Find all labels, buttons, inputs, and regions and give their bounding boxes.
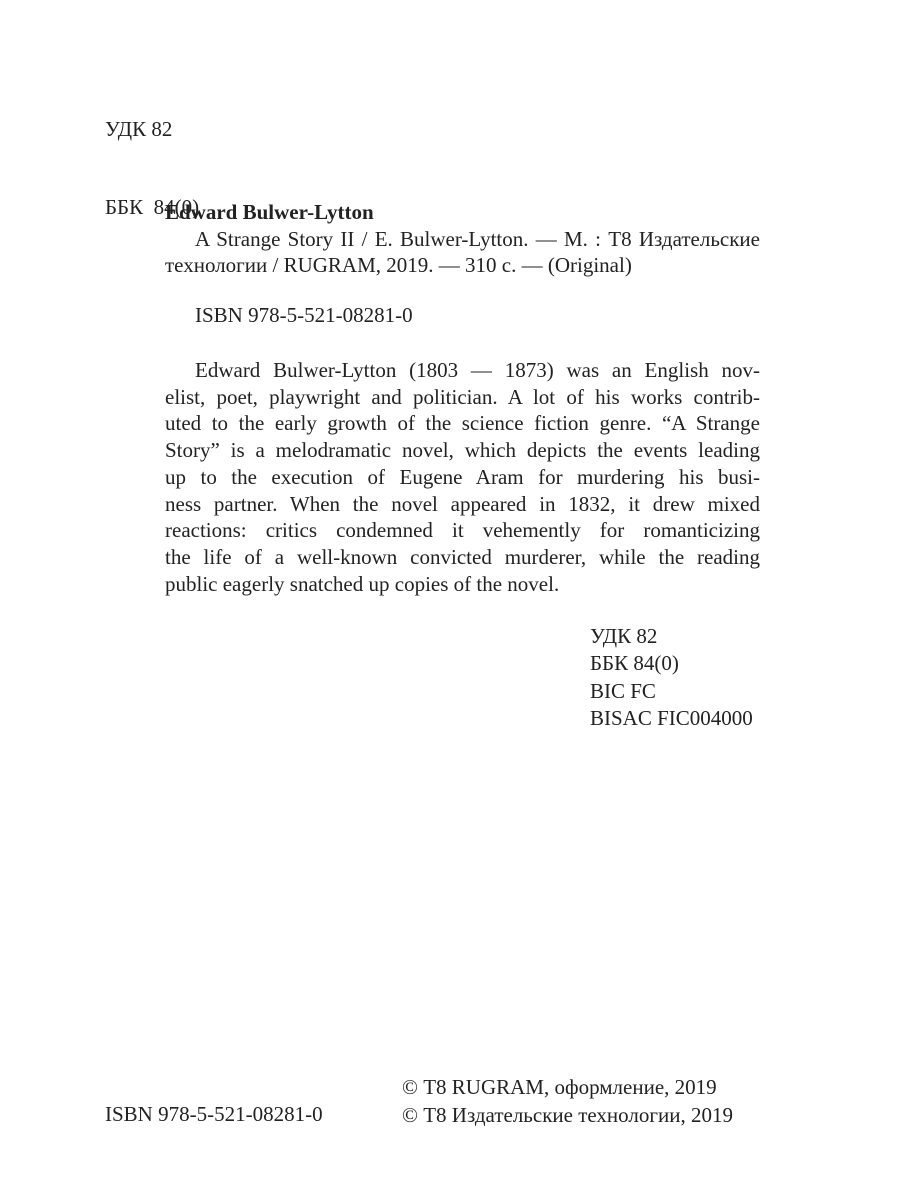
bbk-code-right: ББК 84(0) — [590, 651, 679, 676]
biblio-line-1: A Strange Story II / E. Bulwer-Lytton. — М. : Т8 Издательские — [195, 226, 760, 251]
annotation-line-8: the life of a well-known convicted murderer, while the reading — [165, 544, 760, 569]
bbk-code-top: ББК 84(0) — [105, 195, 200, 219]
udk-code-right: УДК 82 — [590, 624, 658, 648]
isbn-bottom: ISBN 978-5-521-08281-0 — [105, 1102, 323, 1126]
copyright-line-2: © Т8 Издательские технологии, 2019 — [402, 1102, 733, 1127]
annotation-line-7: reactions: critics condemned it vehemently for romanticizing — [165, 518, 760, 543]
copyright-block — [402, 1074, 733, 1129]
annotation-line-9: public eagerly snatched up copies of the novel. — [165, 571, 560, 596]
biblio-line-2: технологии / RUGRAM, 2019. — 310 с. — (Original) — [165, 253, 632, 277]
annotation-line-1: Edward Bulwer-Lytton (1803 — 1873) was an English nov- — [195, 358, 760, 382]
author-name: Edward Bulwer-Lytton — [165, 200, 374, 224]
annotation-line-6: ness partner. When the novel appeared in 1832, it drew mixed — [165, 491, 760, 516]
annotation-line-4: Story” is a melodramatic novel, which depicts the events leading — [165, 438, 760, 463]
isbn-top: ISBN 978-5-521-08281-0 — [195, 303, 413, 327]
classification-codes-block — [590, 623, 753, 732]
bibliographic-entry — [165, 199, 760, 279]
annotation-line-3: uted to the early growth of the science fiction genre. “A Strange — [165, 411, 760, 436]
annotation-paragraph — [165, 357, 760, 597]
udk-code-top: УДК 82 — [105, 117, 173, 141]
annotation-line-5: up to the execution of Eugene Aram for murdering his busi- — [165, 464, 760, 489]
copyright-line-1: © Т8 RUGRAM, оформление, 2019 — [402, 1075, 717, 1099]
annotation-line-2: elist, poet, playwright and politician. A lot of his works contrib- — [165, 384, 760, 409]
bisac-code: BISAC FIC004000 — [590, 705, 753, 730]
bic-code: BIC FC — [590, 678, 656, 703]
